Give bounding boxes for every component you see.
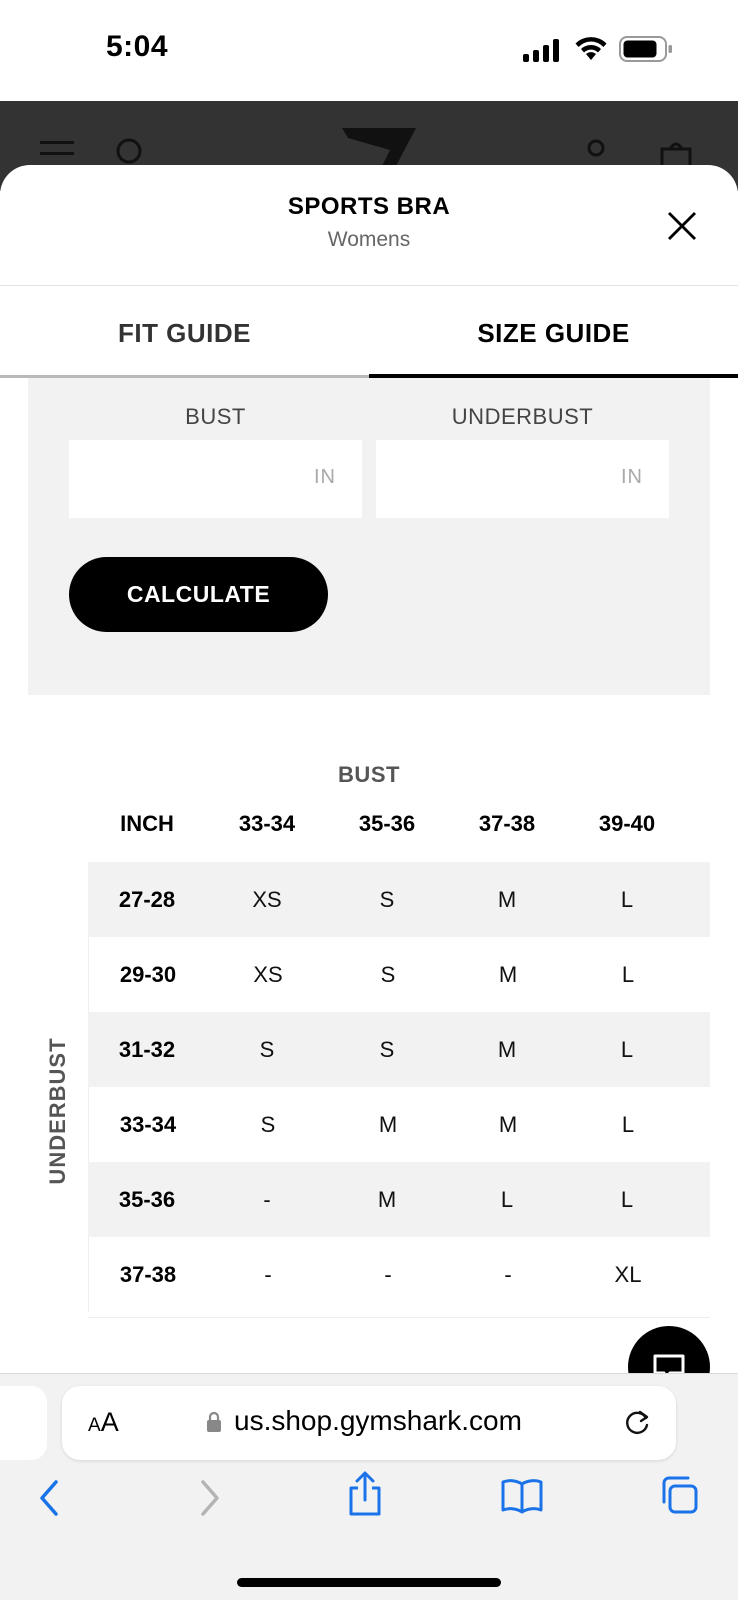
bust-column-header: 37-38 — [478, 811, 536, 836]
status-bar — [0, 0, 738, 101]
bust-unit: IN — [314, 466, 336, 488]
size-cell: XL — [614, 1261, 642, 1287]
table-row — [88, 937, 710, 1012]
tab-size-guide[interactable]: SIZE GUIDE — [477, 317, 630, 348]
wifi-icon — [574, 34, 608, 62]
bust-input[interactable] — [69, 440, 362, 518]
size-cell: L — [621, 1111, 635, 1137]
underbust-heading: UNDERBUST — [45, 1037, 70, 1185]
chat-icon — [628, 1326, 710, 1373]
guide-tabs — [0, 286, 738, 380]
chat-button[interactable] — [628, 1326, 710, 1373]
underbust-value: 37-38 — [119, 1261, 177, 1287]
tabs-icon[interactable] — [658, 1474, 700, 1516]
size-cell: M — [377, 1186, 397, 1212]
size-cell: S — [260, 1111, 276, 1137]
size-cell: S — [259, 1036, 275, 1062]
size-cell: L — [620, 1036, 634, 1062]
text-size-button[interactable]: AA — [88, 1407, 119, 1437]
underbust-value: 31-32 — [118, 1036, 176, 1062]
underbust-input[interactable] — [376, 440, 669, 518]
size-cell: XS — [252, 886, 282, 912]
size-cell: - — [384, 1261, 392, 1287]
size-cell: L — [621, 961, 635, 987]
size-calculator — [28, 378, 710, 695]
home-indicator — [237, 1578, 501, 1587]
underbust-value: 29-30 — [119, 961, 177, 987]
size-cell: M — [378, 1111, 398, 1137]
underbust-unit: IN — [621, 466, 643, 488]
url-text: us.shop.gymshark.com — [234, 1405, 522, 1436]
size-cell: L — [500, 1186, 514, 1212]
table-divider — [88, 1317, 710, 1318]
table-row — [88, 1237, 710, 1312]
size-cell: L — [620, 886, 634, 912]
bust-column-header: 35-36 — [358, 811, 416, 836]
bust-column-header: 39-40 — [598, 811, 656, 836]
size-cell: - — [264, 1261, 272, 1287]
size-cell: S — [379, 886, 395, 912]
table-row — [88, 1162, 710, 1237]
size-cell: M — [497, 1036, 517, 1062]
size-cell: M — [498, 1111, 518, 1137]
menu-icon[interactable] — [40, 141, 74, 165]
size-cell: - — [263, 1186, 271, 1212]
size-cell: XS — [253, 961, 283, 987]
previous-tab-peek[interactable] — [0, 1386, 47, 1460]
corner-label: INCH — [120, 811, 174, 836]
bookmarks-icon[interactable] — [500, 1478, 544, 1514]
table-row — [88, 1087, 710, 1162]
size-cell: M — [498, 961, 518, 987]
table-row — [88, 862, 710, 937]
bust-heading: BUST — [338, 762, 400, 787]
bust-column-header: 33-34 — [238, 811, 296, 836]
underbust-value: 35-36 — [118, 1186, 176, 1212]
size-cell: L — [620, 1186, 634, 1212]
share-icon[interactable] — [345, 1470, 385, 1518]
lock-icon — [206, 1411, 222, 1433]
bust-label: BUST — [185, 404, 246, 429]
battery-icon — [619, 36, 673, 62]
underbust-label: UNDERBUST — [451, 404, 594, 429]
tab-fit-guide[interactable]: FIT GUIDE — [117, 317, 252, 348]
size-cell: S — [380, 961, 396, 987]
cellular-signal-icon — [523, 38, 561, 62]
size-cell: M — [497, 886, 517, 912]
underbust-value: 33-34 — [119, 1111, 177, 1137]
size-cell: S — [379, 1036, 395, 1062]
back-icon[interactable] — [36, 1478, 64, 1518]
gymshark-logo[interactable] — [340, 126, 420, 166]
sheet-title: SPORTS BRA — [287, 193, 451, 220]
status-time: 5:04 — [106, 30, 169, 63]
reload-icon[interactable] — [622, 1408, 652, 1438]
browser-toolbar — [0, 1373, 738, 1600]
close-icon[interactable] — [663, 207, 701, 245]
size-cell: - — [504, 1261, 512, 1287]
forward-icon[interactable] — [195, 1478, 223, 1518]
underbust-value: 27-28 — [118, 886, 176, 912]
calculate-button[interactable]: CALCULATE — [69, 557, 328, 632]
size-guide-sheet — [0, 165, 738, 1373]
address-bar[interactable] — [62, 1386, 676, 1460]
sheet-subtitle: Womens — [327, 228, 411, 251]
table-row — [88, 1012, 710, 1087]
